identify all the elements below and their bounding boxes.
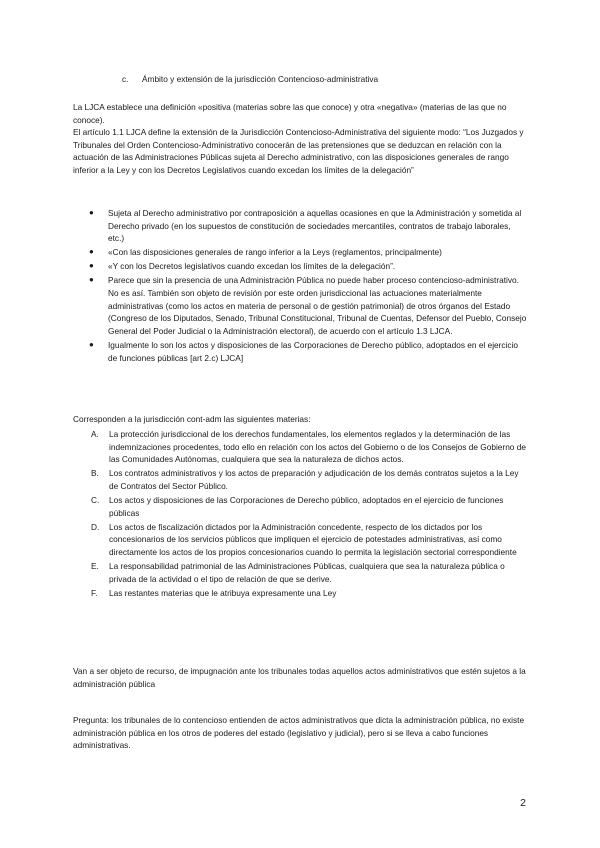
section-number: c. bbox=[122, 74, 129, 84]
list-item-text: Igualmente lo son los actos y disposiciones de las Corporaciones de Derecho público, adoptados en el ejercicio de funciones públicas [art 2.c) LJCA] bbox=[108, 339, 519, 363]
list-item bbox=[73, 339, 527, 364]
list-item bbox=[73, 246, 527, 259]
intro-block bbox=[73, 101, 527, 177]
corresponden-text: Corresponden a la jurisdicción cont-adm las siguientes materias: bbox=[73, 414, 311, 424]
recurso-paragraph bbox=[73, 665, 527, 690]
list-item-text: «Con las disposiciones generales de rango inferior a la Leys (reglamentos, principalmente) bbox=[108, 247, 442, 258]
pregunta-text: Pregunta: los tribunales de lo contencioso entienden de actos administrativos que dicta la administración pública, no existe administración pública en los otros de poderes del estado (legislativo y judicial), pero si se lleva a cabo funciones administrativas. bbox=[73, 715, 525, 751]
bullet-icon: ● bbox=[89, 247, 94, 257]
list-item-text: Las restantes materias que le atribuya expresamente una Ley bbox=[109, 587, 337, 598]
list-letter: D. bbox=[91, 521, 100, 532]
list-letter: F. bbox=[91, 587, 98, 598]
bullet-icon: ● bbox=[89, 339, 94, 349]
section-heading bbox=[122, 73, 378, 86]
pregunta-paragraph bbox=[73, 714, 527, 752]
recurso-text: Van a ser objeto de recurso, de impugnación ante los tribunales todas aquellos actos administrativos que estén sujetos a la administración pública bbox=[73, 666, 526, 689]
list-item bbox=[73, 207, 527, 245]
list-item bbox=[73, 260, 527, 273]
list-item-text: La protección jurisdiccional de los derechos fundamentales, los elementos reglados y la determinación de las indemnizaciones procedentes, todo ello en relación con los actos del Gobierno o de los Consejos de Gobierno de las Comunidades Autónomas, cualquiera que sea la naturaleza de dichos actos. bbox=[109, 429, 526, 465]
page-number: 2 bbox=[520, 797, 526, 809]
list-item bbox=[73, 274, 527, 337]
list-letter: A. bbox=[91, 429, 99, 439]
bullet-icon: ● bbox=[89, 275, 94, 285]
list-item-text: «Y con los Decretos legislativos cuando excedan los límites de la delegación”. bbox=[108, 261, 396, 272]
list-item-text: Parece que sin la presencia de una Administración Pública no puede haber proceso contencioso-administrativo. No es así. También son objeto de revisión por este orden jurisdiccional las actuaciones materialmente administrativas (como los actos en materia de personal o de gestión patrimonial) de otros órganos del Estado (Congreso de los Diputados, Senado, Tribunal Constitucional, Tribunal de Cuentas, Defensor del Pueblo, Consejo General del Poder Judicial o la Administración electoral), de acuerdo con el artículo 1.3 LJCA. bbox=[108, 275, 527, 336]
list-item bbox=[73, 467, 527, 492]
bullet-icon: ● bbox=[89, 261, 94, 271]
section-title: Ámbito y extensión de la jurisdicción Contencioso-administrativa bbox=[142, 74, 379, 84]
bullet-icon: ● bbox=[89, 208, 94, 217]
list-item-text: La responsabilidad patrimonial de las Administraciones Públicas, cualquiera que sea la naturaleza pública o privada de la actividad o el tipo de relación de que se derive. bbox=[109, 560, 505, 584]
list-item bbox=[73, 587, 527, 600]
list-item bbox=[73, 521, 527, 559]
intro-paragraph: La LJCA establece una definición «positiva (materias sobre las que conoce) y otra «negativa» (materias de las que no conoce). bbox=[73, 102, 507, 125]
list-item-text: Sujeta al Derecho administrativo por contraposición a aquellas ocasiones en que la Administración y sometida al Derecho privado (en los supuestos de constitución de sociedades mercantiles, contratos de trabajo laborales, etc.) bbox=[108, 208, 522, 244]
materias-list bbox=[73, 428, 527, 601]
list-item bbox=[73, 428, 527, 466]
list-letter: C. bbox=[91, 494, 100, 505]
corresponden-paragraph bbox=[73, 413, 527, 426]
list-letter: E. bbox=[91, 560, 99, 571]
list-item-text: Los actos y disposiciones de las Corporaciones de Derecho público, adoptados en el ejercicio de funciones públicas bbox=[109, 494, 504, 518]
article-paragraph: El artículo 1.1 LJCA define la extensión de la Jurisdicción Contencioso-Administrativa del siguiente modo: “Los Juzgados y Tribunales del Orden Contencioso-Administrativo conocerán de las pretensiones que se deduzcan en relación con la actuación de las Administraciones Públicas sujeta al Derecho administrativo, con las disposiciones generales de rango inferior a la Ley y con los Decretos Legislativos cuando excedan los límites de la delegación” bbox=[73, 127, 524, 175]
bullet-list bbox=[73, 207, 527, 366]
list-item-text: Los actos de fiscalización dictados por la Administración concedente, respecto de los dictados por los concesionarios de los servicios públicos que impliquen el ejercicio de potestades administrativas, así como directamente los actos de los propios concesionarios cuando lo permita la legislación sectorial correspondiente bbox=[109, 521, 517, 557]
list-item-text: Los contratos administrativos y los actos de preparación y adjudicación de los demás contratos sujetos a la Ley de Contratos del Sector Público. bbox=[109, 468, 519, 491]
list-item bbox=[73, 560, 527, 585]
list-letter: B. bbox=[91, 468, 99, 479]
list-item bbox=[73, 494, 527, 519]
